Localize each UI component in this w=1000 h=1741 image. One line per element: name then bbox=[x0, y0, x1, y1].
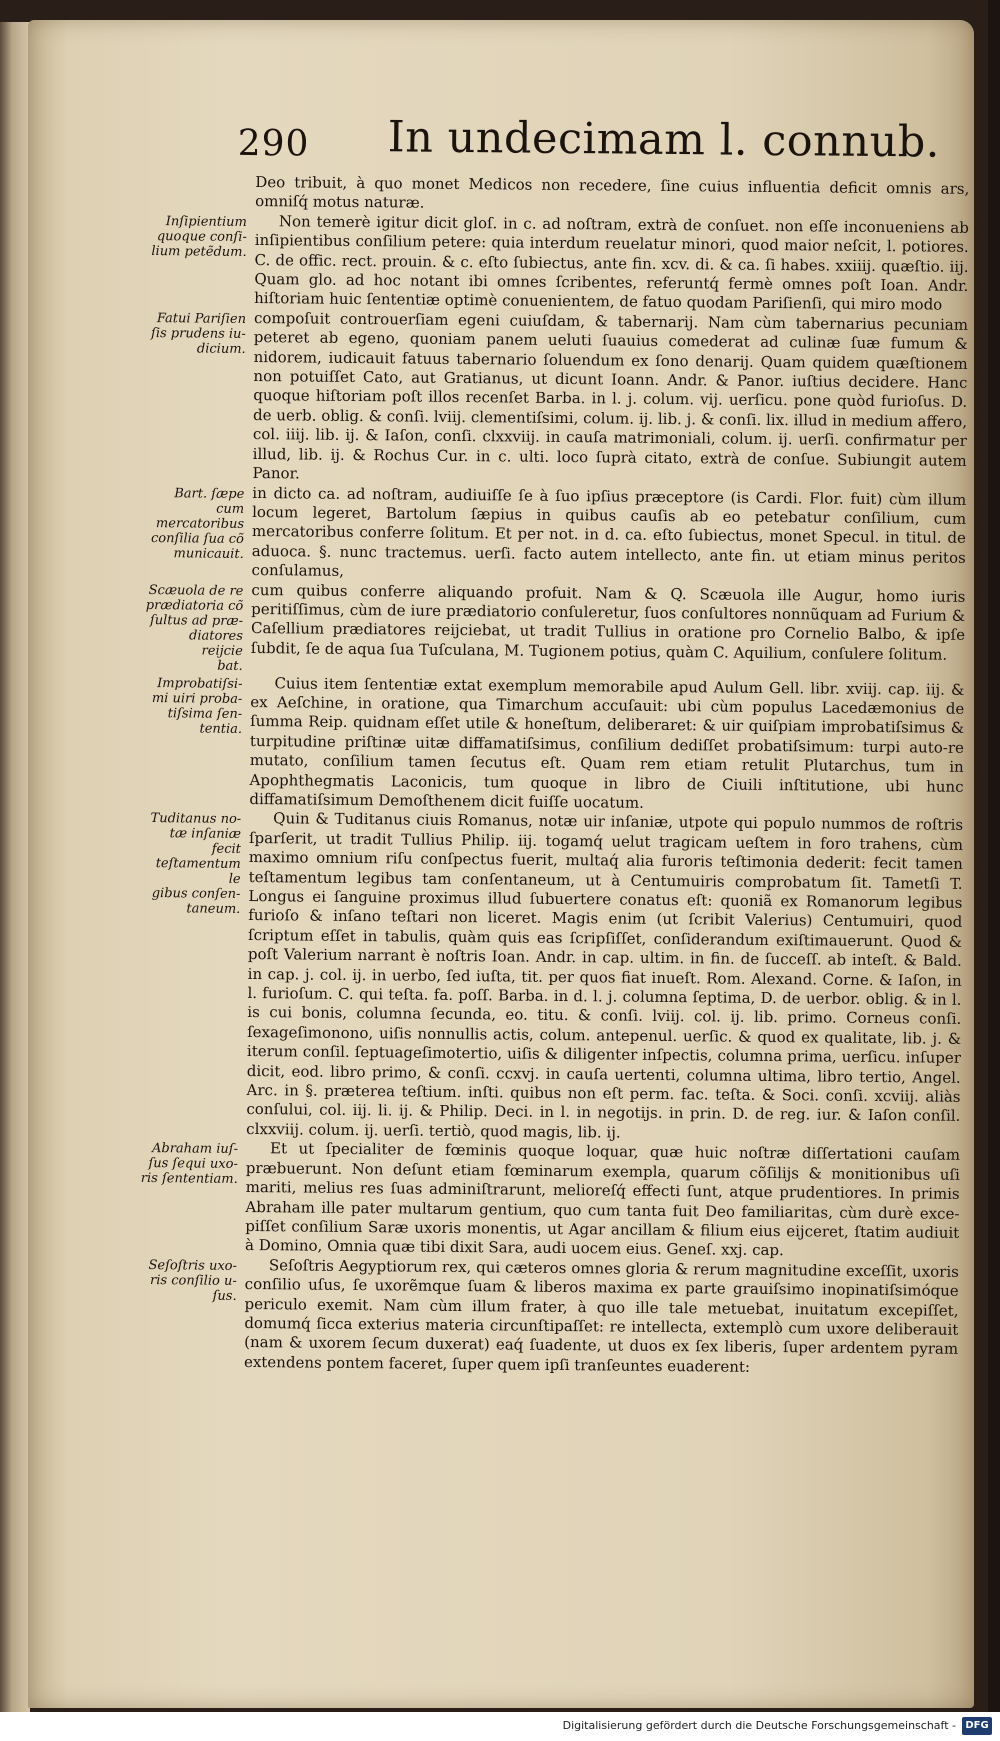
marginal-note-line: Inſipientium bbox=[165, 213, 247, 230]
paragraph: Quin & Tuditanus ciuis Romanus, notæ uir inſaniæ, utpote qui populo nummos de roſtris ſparſerit, ut tradit Tullius Philip. iij. togamq́ uelut tragicam ueſtem in foro trahens, cùm maximo omnium riſu conſpectus fuerit, multaq́ alia furoris teſtimonia dederit: fecit tamen teſtamentum legibus tam conſentaneum, ut à Centumuiris comprobatum ſit. Tametſi T. Longus ei ſanguine proximus illud ſubuertere conatus eſt: quoniã ex Romanorum legibus furioſo & inſano teſtari non liceret. Magis enim (ut ſcribit Valerius) Centumuiri, quod ſcriptum eſſet in tabulis, quàm quis eas ſcripſiſſet, conſiderandum exiſtimauerunt. Quod & poſt Valerium narrant è noſtris Ioan. Andr. in cap. ultim. in fin. de ſucceſſ. ab inteſt. & Bald. in cap. j. col. ij. in uerbo, ſed iuſta, tit. per quos fiat inueſt. Rom. Alexand. Corne. & Iaſon, in l. furioſum. C. qui teſta. fa. poſſ. Barba. in d. l. j. columna ſeptima, D. de uerbor. oblig. & in l. is cui bonis, columna ſecunda, eo. titu. & conſi. lviij. col. ij. lib. primo. Corneus conſi. ſexageſimonono, uiſis nonnullis actis, colum. antepenul. uerſic. & quod ex qualitate, lib. j. & iterum conſil. ſeptuageſimotertio, uiſis & diligenter inſpectis, columna prima, uerſicu. inſuper dicit, eod. libro primo, & conſi. ccxvj. in cauſa uertenti, columna ultima, libro tertio, Angel. Arc. in §. præterea teſtium. inſti. quibus non eſt perm. fac. teſta. & Soci. conſi. xcviij. aliàs conſului, col. iij. li. ij. & Philip. Deci. in l. in negotijs. in prin. D. de reg. iur. & Iaſon conſil. clxxviij. colum. ij. uerſi. tertiò, quod magis, lib. ij. bbox=[246, 809, 964, 1142]
page-content bbox=[135, 110, 970, 1678]
marginal-note-line: Seſoſtris uxo- bbox=[148, 1257, 237, 1274]
marginal-note-line: ſus. bbox=[212, 1288, 237, 1304]
marginal-note-line: municauit. bbox=[173, 545, 244, 562]
paragraph: compoſuit controuerſiam egeni cuiuſdam, & tabernarij. Nam cùm tabernarius pecuniam peteret ab egeno, quoniam panem ueluti ſuauius comederat ad culinæ ſuæ fumum & nidorem, iudicauit fatuus tabernario ſoluendum ex ſono denarij. Quam quidem quæſtionem non potuiſſet Cato, aut Gratianus, ut dicunt Ioann. Andr. & Panor. iuſtius decidere. Hanc quoque hiſtoriam poſt illos recenſet Barba. in l. j. colum. vij. uerſicu. pone quòd furioſus. D. de uerb. oblig. & conſi. lviij. clementiſsimi, colum. ij. lib. j. & conſi. lix. illud in medium affero, col. iiij. lib. ij. & Iaſon, conſi. clxxviij. in cauſa matrimoniali, colum. ij. uerſi. confirmatur per illud, lib. ij. & Rochus Cur. in c. ulti. loco ſuprà citato, extrà de conſue. Subiungit autem Panor. bbox=[252, 308, 969, 483]
marginal-note-line: teſtamentum le bbox=[155, 856, 241, 888]
footer-credit: Digitalisierung gefördert durch die Deutsche Forschungsgemeinschaft - bbox=[562, 1719, 956, 1732]
marginal-note-line: ris conſilio u- bbox=[150, 1272, 237, 1289]
text-section bbox=[148, 211, 969, 316]
text-section bbox=[138, 1255, 959, 1379]
paragraph: Et ut ſpecialiter de fœminis quoque loquar, quæ huic noſtræ diſſertationi cauſam præbuerunt. Non deſunt etiam fœminarum exempla, quarum cõſilijs & monitionibus uſi mariti, melius res ſuas adminiſtrarunt, melioreſq́ effecti ſunt, atque prudentiores. In primis Abraham ille pater multarum gentium, quo cum tanta fuit Deo familiaritas, cùm durè exce-piſſet conſilium Saræ uxoris monentis, ut Agar ancillam & filium eius eijceret, ſtatim audiuit à Domino, Omnia quæ tibi dixit Sara, audi uocem eius. Geneſ. xxj. cap. bbox=[245, 1139, 961, 1260]
marginal-note-line: lium petẽdum. bbox=[151, 243, 247, 260]
paragraph: Deo tribuit, à quo monet Medicos non recedere, ſine cuius influentia deficit omnis ars, omniſq́ motus naturæ. bbox=[255, 173, 970, 213]
marginal-note bbox=[139, 1255, 245, 1304]
marginal-note-line: Tuditanus no- bbox=[150, 811, 242, 828]
marginal-note-line: tiſsima ſen- bbox=[167, 705, 243, 722]
running-title: In undecimam l. connub. bbox=[387, 112, 941, 168]
paragraph: in dicto ca. ad noſtram, audiuiſſe ſe à ſuo ipſius præceptore (is Cardi. Flor. fuit) cùm illum locum legeret, Bartolum ſæpius in quibus cauſis ab eo petebatur conſilium, cum mercatoribus conferre ſolitum. Et per not. in d. ca. eſto ſubiectus, monet Specul. in titul. de aduoca. §. nunc tractemus. uerſi. facto autem intellecto, ante fin. ut etiam minus peritos conſulamus, bbox=[251, 483, 967, 581]
marginal-note bbox=[148, 308, 254, 357]
marginal-note-line: Bart. ſæpe cum bbox=[174, 485, 245, 517]
marginal-note bbox=[142, 808, 249, 917]
marginal-note-line: ſis prudens iu- bbox=[150, 325, 246, 342]
marginal-note-line: Abraham iuſ- bbox=[151, 1141, 239, 1158]
marginal-note-line: bat. bbox=[217, 658, 243, 674]
page-header bbox=[237, 111, 970, 180]
page-number: 290 bbox=[237, 122, 310, 165]
text-section bbox=[145, 580, 966, 681]
marginal-note-line: taneum. bbox=[186, 901, 241, 918]
text-section bbox=[143, 673, 964, 817]
text-section bbox=[145, 482, 966, 587]
paragraph: Cuius item ſententiæ extat exemplum memorabile apud Aulum Gell. libr. xviij. cap. iij. & ex Aeſchine, in oratione, qua Timarchum accuſauit: ubi cùm populus Lacedæmonius de ſumma Reip. quidnam eſſet utile & honeſtum, deliberaret: & uir quiſpiam improbatiſsimus & turpitudine priſtinæ uitæ diffamatiſsimus, conſilium dediſſet probatiſsimum: turpi auto-re mutato, conſilium tamen ſecutus eſt. Quam rem etiam retulit Plutarchus, tum in Apophthegmatis Laconicis, tum quoque in libro de Ciuili inſtitutione, ubi hunc diffamatiſsimum Demoſthenem dicit fuiſſe uocatum. bbox=[249, 673, 965, 812]
marginal-note-line: tentia. bbox=[199, 721, 243, 737]
marginal-note-line: gibus conſen- bbox=[151, 886, 241, 903]
marginal-note bbox=[145, 580, 252, 674]
marginal-note-line: ris ſententiam. bbox=[140, 1171, 238, 1188]
marginal-note-line: dicium. bbox=[196, 341, 246, 357]
marginal-note bbox=[144, 673, 251, 737]
marginal-note-line: Scæuola de re bbox=[148, 582, 244, 599]
marginal-note-line: conſilia ſua cõ bbox=[150, 530, 244, 547]
text-section bbox=[140, 808, 963, 1146]
marginal-note bbox=[146, 482, 253, 561]
marginal-note-line: quoque conſi- bbox=[156, 228, 247, 245]
marginal-note bbox=[149, 211, 255, 260]
text-section bbox=[139, 1138, 960, 1262]
marginal-note-line: mercatoribus bbox=[155, 515, 245, 532]
marginal-note-line: mi uiri proba- bbox=[151, 690, 243, 707]
marginal-note-line: diatores reijcie bbox=[189, 627, 244, 659]
marginal-note bbox=[140, 1138, 246, 1187]
digitization-footer bbox=[0, 1712, 1000, 1741]
paragraph: Non temerè igitur dicit gloſ. in c. ad noſtram, extrà de conſuet. non eſſe inconueniens ab inſipientibus conſilium petere: quia interdum reuelatur minori, quod maior neſcit, l. potiores. C. de offic. rect. prouin. & c. eſto ſubiectus, ante fin. xcv. di. & ca. ſi habes. xxiiij. quæſtio. iij. Quam glo. ad hoc notant ibi omnes ſcribentes, referuntq́ fermè omnes poſt Ioan. Andr. hiſtoriam huic ſententiæ optimè conuenientem, de fatuo quodam Pariſienſi, qui miro modo bbox=[254, 212, 969, 315]
text-section bbox=[146, 308, 968, 491]
page-edges bbox=[0, 22, 30, 1712]
dfg-logo: DFG bbox=[962, 1717, 992, 1735]
marginal-note-line: Fatui Pariſien bbox=[156, 310, 247, 327]
marginal-note-line: tæ inſaniæ fecit bbox=[169, 826, 242, 858]
text-body bbox=[138, 172, 969, 1379]
marginal-note-line: Improbatiſsi- bbox=[157, 675, 243, 692]
paragraph: Seſoſtris Aegyptiorum rex, qui cæteros omnes gloria & rerum magnitudine exceſſit, uxoris conſilio uſus, ſe uxorẽmque ſuam & liberos maxima ex parte grauiſsimo inopinatiſsimóque periculo exemit. Nam cùm illum frater, à quo ille tale metuebat, inuitatum excepiſſet, domumq́ ſicca exterius materia circunſtipaſſet: re intellecta, extemplò cum uxore deliberauit (nam & uxorem ſecum duxerat) eaq́ ſuadente, ut duos ex ſex liberis, ſuper ardentem pyram extendens pontem faceret, ſuper quem ipſi tranſeuntes euaderent: bbox=[243, 1255, 959, 1376]
marginal-note-line: ſultus ad præ- bbox=[149, 612, 244, 629]
paragraph: cum quibus conferre aliquando profuit. Nam & Q. Scæuola ille Augur, homo iuris peritiſſimus, cùm de iure prædiatorio conſuleretur, ſuos conſultores nonnũquam ad Furium & Caſellium prædiatores reijciebat, ut tradit Tullius in oratione pro Cornelio Balbo, & ipſe ſubdit, ſe de aqua ſua Tuſculana, M. Tugionem potius, quàm C. Aquilium, conſulere ſolitum. bbox=[250, 580, 966, 664]
marginal-note-line: prædiatoria cõ bbox=[145, 597, 244, 614]
marginal-note-line: ſus ſequi uxo- bbox=[148, 1156, 238, 1173]
